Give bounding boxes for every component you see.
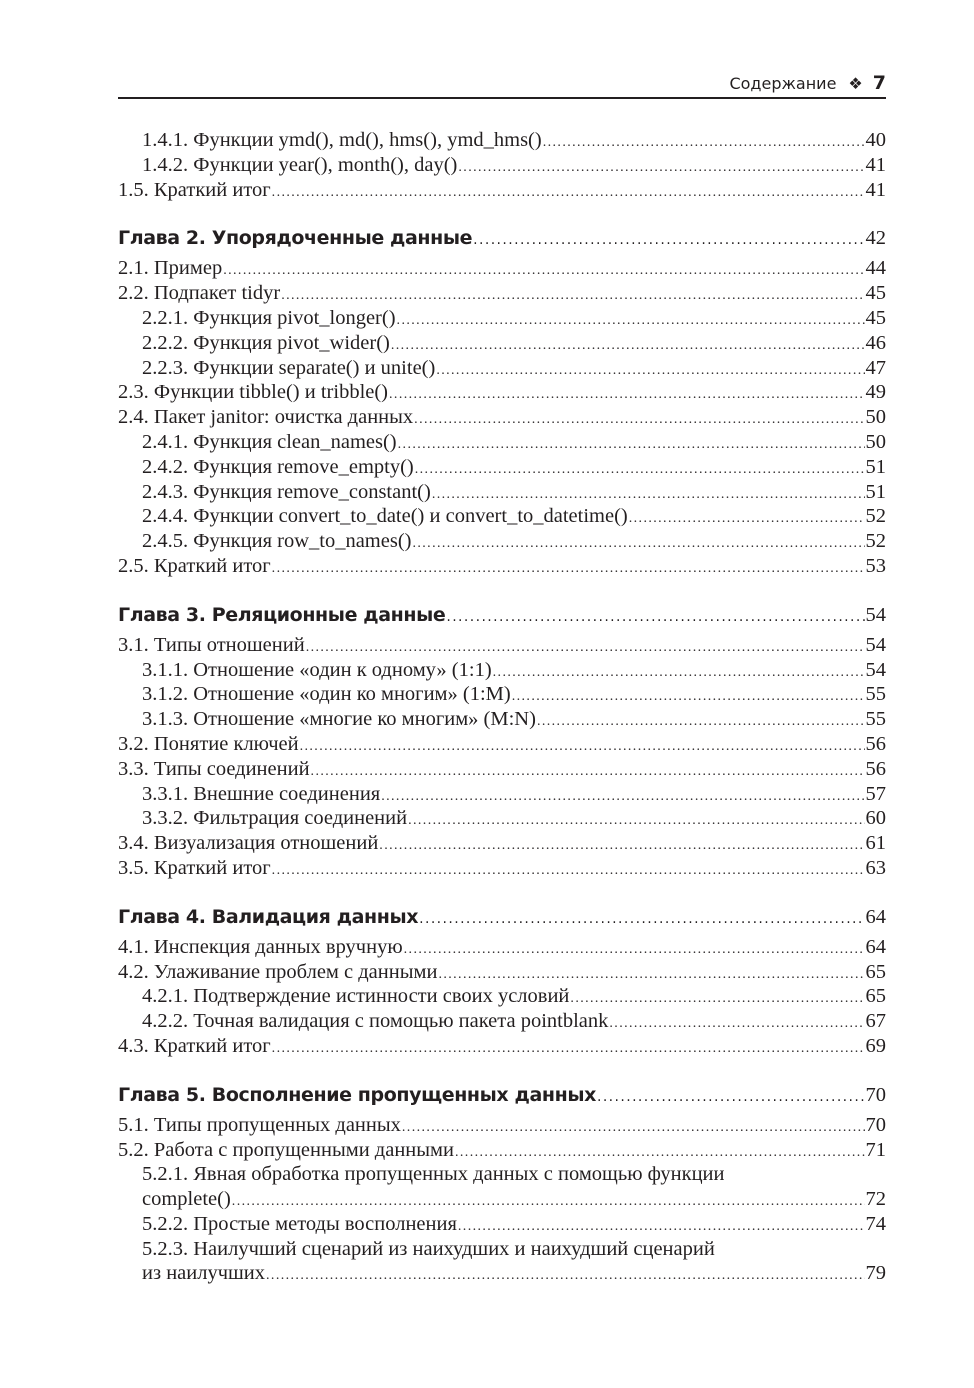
toc-page-number: 51 xyxy=(865,480,886,503)
toc-page-number: 56 xyxy=(865,757,886,780)
toc-entry[interactable] xyxy=(118,256,886,281)
toc-page-number: 64 xyxy=(865,935,886,958)
toc-entry[interactable] xyxy=(118,281,886,306)
toc-entry[interactable] xyxy=(118,658,886,683)
running-header xyxy=(118,68,886,98)
toc-page-number: 65 xyxy=(865,985,886,1008)
toc-entry[interactable] xyxy=(118,633,886,658)
toc-page-number: 54 xyxy=(865,603,886,626)
toc-entry-label: 2.4.1. Функция clean_names() xyxy=(142,430,397,453)
toc-entry-label: Глава 2. Упорядоченные данные xyxy=(118,227,473,250)
toc-page-number: 72 xyxy=(865,1188,886,1211)
toc-entry-label: 4.3. Краткий итог xyxy=(118,1034,271,1057)
dot-leader xyxy=(597,1083,865,1109)
toc-entry-label: 2.5. Краткий итог xyxy=(118,554,271,577)
dot-leader xyxy=(473,226,864,252)
toc-page-number: 64 xyxy=(865,905,886,928)
toc-entry[interactable] xyxy=(118,856,886,881)
toc-page-number: 45 xyxy=(865,282,886,305)
toc-entry[interactable] xyxy=(118,806,886,831)
dot-leader xyxy=(306,636,865,658)
dot-leader xyxy=(281,284,864,306)
toc-page-number: 46 xyxy=(865,331,886,354)
dot-leader xyxy=(379,834,864,856)
toc-page-number: 49 xyxy=(865,381,886,404)
dot-leader xyxy=(543,131,865,153)
dot-leader xyxy=(432,483,865,505)
toc-page-number: 71 xyxy=(865,1138,886,1161)
toc-page-number: 55 xyxy=(865,708,886,731)
toc-entry[interactable] xyxy=(118,430,886,455)
toc-entry[interactable] xyxy=(118,178,886,203)
toc-entry[interactable] xyxy=(118,1009,886,1034)
dot-leader xyxy=(438,963,864,985)
toc-entry-label: complete() xyxy=(142,1188,231,1211)
dot-leader xyxy=(458,156,864,178)
toc-entry-label: 2.3. Функции tibble() и tribble() xyxy=(118,381,389,404)
dot-leader xyxy=(455,1141,865,1163)
toc-page-number: 52 xyxy=(865,530,886,553)
toc-page-number: 54 xyxy=(865,633,886,656)
dot-leader xyxy=(458,1215,865,1237)
toc-entry-label: 5.1. Типы пропущенных данных xyxy=(118,1113,401,1136)
dot-leader xyxy=(402,1116,865,1138)
toc-page-number: 55 xyxy=(865,683,886,706)
toc-entry[interactable] xyxy=(118,455,886,480)
toc-entry-label: 2.2.1. Функция pivot_longer() xyxy=(142,306,396,329)
dot-leader xyxy=(512,685,865,707)
toc-entry[interactable] xyxy=(118,707,886,732)
toc-entry-label: 3.1.2. Отношение «один ко многим» (1:M) xyxy=(142,683,511,706)
toc-entry-label: 4.2.1. Подтверждение истинности своих условий xyxy=(142,985,570,1008)
toc-page-number: 70 xyxy=(865,1113,886,1136)
dot-leader xyxy=(391,334,865,356)
toc-entry[interactable] xyxy=(118,782,886,807)
dot-leader xyxy=(311,760,865,782)
dot-leader xyxy=(223,259,864,281)
toc-entry[interactable] xyxy=(118,1113,886,1138)
toc-entry[interactable] xyxy=(118,504,886,529)
toc-entry-label: Глава 5. Восполнение пропущенных данных xyxy=(118,1083,596,1106)
toc-entry[interactable] xyxy=(118,960,886,985)
toc-entry-label: 1.4.1. Функции ymd(), md(), hms(), ymd_hms() xyxy=(142,129,542,151)
dot-leader xyxy=(381,785,864,807)
toc-page-number: 60 xyxy=(865,807,886,830)
toc-entry-label: 5.2.3. Наилучший сценарий из наихудших и наихудший сценарий xyxy=(142,1237,715,1260)
toc-page-number: 79 xyxy=(865,1262,886,1285)
toc-entry-label: 2.4.3. Функция remove_constant() xyxy=(142,480,431,503)
dot-leader xyxy=(272,1037,865,1059)
dot-leader xyxy=(272,557,865,579)
toc-chapter-entry[interactable] xyxy=(118,601,886,629)
dot-leader xyxy=(272,181,865,203)
toc-entry-label: 4.2.2. Точная валидация с помощью пакета pointblank xyxy=(142,1010,609,1033)
toc-page-number: 47 xyxy=(865,356,886,379)
page-number: 7 xyxy=(872,72,886,94)
toc-entry-label: 1.5. Краткий итог xyxy=(118,178,271,201)
ornament-icon: ❖ xyxy=(848,73,863,93)
toc-entry-label: 2.4.5. Функция row_to_names() xyxy=(142,530,412,553)
toc-page-number: 50 xyxy=(865,430,886,453)
toc-entry-label: 5.2.2. Простые методы восполнения xyxy=(142,1212,457,1235)
toc-page-number: 63 xyxy=(865,856,886,879)
toc-page-number: 65 xyxy=(865,960,886,983)
toc-entry[interactable] xyxy=(118,331,886,356)
toc-page-number: 69 xyxy=(865,1034,886,1057)
toc-entry-label: 1.4.2. Функции year(), month(), day() xyxy=(142,153,458,176)
toc-entry-label: 5.2. Работа с пропущенными данными xyxy=(118,1138,454,1161)
toc-entry-label: 2.2.3. Функции separate() и unite() xyxy=(142,356,436,379)
dot-leader xyxy=(537,710,865,732)
toc-page-number: 61 xyxy=(865,832,886,855)
dot-leader xyxy=(272,859,865,881)
toc-entry-label: 3.3. Типы соединений xyxy=(118,757,310,780)
toc-page-number: 56 xyxy=(865,732,886,755)
toc-entry-label: 4.2. Улаживание проблем с данными xyxy=(118,960,438,983)
toc-entry-label: Глава 4. Валидация данных xyxy=(118,905,419,928)
dot-leader xyxy=(609,1012,864,1034)
toc-entry[interactable] xyxy=(118,356,886,381)
dot-leader xyxy=(436,359,864,381)
toc-entry[interactable] xyxy=(118,831,886,856)
toc-entry[interactable] xyxy=(118,529,886,554)
toc-entry[interactable] xyxy=(118,1261,886,1286)
toc-entry-label: 2.1. Пример xyxy=(118,257,223,280)
dot-leader xyxy=(414,408,864,430)
dot-leader xyxy=(412,532,864,554)
toc-entry[interactable] xyxy=(118,935,886,960)
toc-chapter-entry[interactable] xyxy=(118,224,886,252)
toc-entry[interactable] xyxy=(118,1034,886,1059)
dot-leader xyxy=(389,383,864,405)
toc-page-number: 70 xyxy=(865,1083,886,1106)
toc-entry[interactable] xyxy=(118,1237,886,1262)
toc-entry[interactable] xyxy=(118,405,886,430)
toc-entry[interactable] xyxy=(118,380,886,405)
dot-leader xyxy=(419,905,864,931)
toc-page-number: 50 xyxy=(865,406,886,429)
toc-entry-label: 3.5. Краткий итог xyxy=(118,856,271,879)
toc-page-number: 42 xyxy=(865,227,886,250)
toc-entry[interactable] xyxy=(118,757,886,782)
toc-entry[interactable] xyxy=(118,1187,886,1212)
toc-chapter-entry[interactable] xyxy=(118,1081,886,1109)
toc-entry-label: 2.4. Пакет janitor: очистка данных xyxy=(118,406,414,429)
toc-entry-label: 3.3.2. Фильтрация соединений xyxy=(142,807,408,830)
toc-page-number: 57 xyxy=(865,782,886,805)
dot-leader xyxy=(408,809,864,831)
toc-entry[interactable] xyxy=(118,1138,886,1163)
toc-page-number: 74 xyxy=(865,1212,886,1235)
toc-page-number: 52 xyxy=(865,505,886,528)
toc-entry[interactable] xyxy=(118,984,886,1009)
toc-entry[interactable] xyxy=(118,682,886,707)
toc-entry[interactable] xyxy=(118,1212,886,1237)
toc-entry-label: 3.1.3. Отношение «многие ко многим» (M:N) xyxy=(142,708,536,731)
toc-entry-label: из наилучших xyxy=(142,1262,266,1285)
toc-entry[interactable] xyxy=(118,732,886,757)
toc-page-number: 41 xyxy=(865,178,886,201)
toc-entry-label: 3.1.1. Отношение «один к одному» (1:1) xyxy=(142,658,492,681)
toc-entry[interactable] xyxy=(118,306,886,331)
toc-entry-label: 3.1. Типы отношений xyxy=(118,633,305,656)
section-title: Содержание xyxy=(729,73,837,93)
dot-leader xyxy=(266,1264,864,1286)
dot-leader xyxy=(232,1190,865,1212)
toc-entry-label: 2.2. Подпакет tidyr xyxy=(118,282,281,305)
toc-entry-label: 4.1. Инспекция данных вручную xyxy=(118,935,403,958)
toc-entry[interactable] xyxy=(118,153,886,178)
toc-page-number: 40 xyxy=(865,129,886,151)
dot-leader xyxy=(493,661,865,683)
dot-leader xyxy=(570,987,864,1009)
toc-chapter-entry[interactable] xyxy=(118,903,886,931)
dot-leader xyxy=(300,735,865,757)
toc-entry-label: Глава 3. Реляционные данные xyxy=(118,603,446,626)
toc-page-number: 67 xyxy=(865,1010,886,1033)
toc-entry-label: 2.4.2. Функция remove_empty() xyxy=(142,455,414,478)
dot-leader xyxy=(397,309,865,331)
toc-entry-label: 2.2.2. Функция pivot_wider() xyxy=(142,331,390,354)
dot-leader xyxy=(398,433,865,455)
toc-entry-label: 3.4. Визуализация отношений xyxy=(118,832,379,855)
toc-entry-label: 3.3.1. Внешние соединения xyxy=(142,782,381,805)
toc-entry-label: 5.2.1. Явная обработка пропущенных данных с помощью функции xyxy=(142,1163,725,1186)
toc-entry-label: 2.4.4. Функции convert_to_date() и convert_to_datetime() xyxy=(142,505,628,528)
toc-page-number: 53 xyxy=(865,554,886,577)
dot-leader xyxy=(446,603,864,629)
toc-entry[interactable] xyxy=(118,1162,886,1187)
toc-entry[interactable] xyxy=(118,480,886,505)
toc-page-number: 45 xyxy=(865,306,886,329)
toc-page-number: 41 xyxy=(865,153,886,176)
toc-entry-label: 3.2. Понятие ключей xyxy=(118,732,299,755)
toc-page-number: 44 xyxy=(865,257,886,280)
dot-leader xyxy=(404,938,865,960)
header-rule xyxy=(118,97,886,99)
table-of-contents xyxy=(118,128,886,1286)
toc-entry[interactable] xyxy=(118,128,886,153)
toc-page-number: 51 xyxy=(865,455,886,478)
dot-leader xyxy=(629,507,865,529)
toc-page-number: 54 xyxy=(865,658,886,681)
toc-entry[interactable] xyxy=(118,554,886,579)
dot-leader xyxy=(415,458,865,480)
